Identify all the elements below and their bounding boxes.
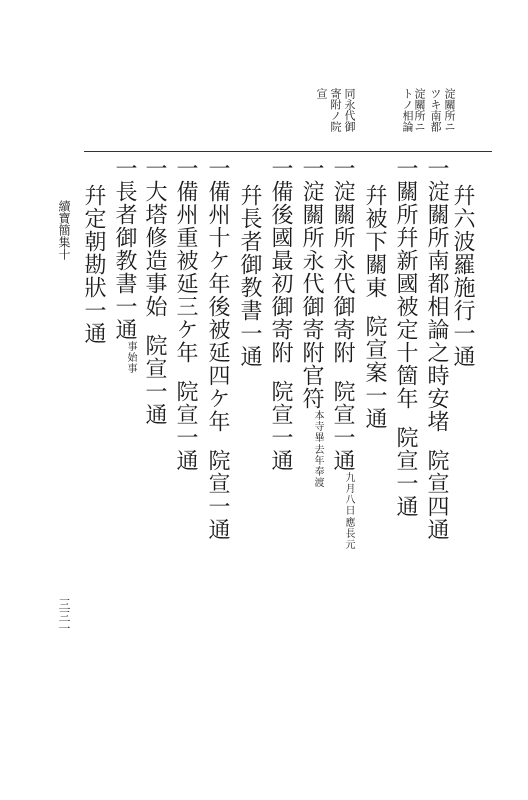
- entry-13: [82, 184, 104, 345]
- page-number: [58, 598, 70, 634]
- entry-3: [394, 157, 416, 518]
- entry-8-text: 幷長者御教書一通: [237, 184, 262, 368]
- top-note-1-line-b-col: [430, 88, 441, 132]
- entry-13-text: 幷定朝勘狀一通: [81, 184, 106, 345]
- top-note-1-line-c-col2: [402, 88, 413, 132]
- entry-5-text: 一淀關所永代御寄附: [330, 157, 355, 364]
- entry-6-note: [312, 410, 322, 488]
- entry-11-tail: 院宣一通: [142, 334, 167, 426]
- entry-5-note-a: 應長元: [343, 517, 354, 550]
- top-note-2-line-b: 寄附ノ院: [329, 88, 342, 132]
- entry-5-note-b: 九月八日: [343, 472, 354, 516]
- entry-6: [300, 157, 322, 488]
- entry-5-tail: 院宣一通: [330, 380, 355, 472]
- entry-4-tail: 院宣案一通: [362, 315, 387, 430]
- entry-12: [113, 157, 135, 374]
- entry-2-tail: 院宣四通: [424, 449, 449, 541]
- top-note-2-line-a: 同永代御: [343, 88, 356, 132]
- top-note-2-line-b-col: [330, 88, 341, 132]
- entry-12-text: 一長者御教書一通: [112, 157, 137, 341]
- top-note-1-line-a-col: [444, 88, 455, 132]
- entry-11-text: 一大塔修造事始: [142, 157, 167, 318]
- top-note-1-line-a: 淀關所ニ: [413, 88, 426, 132]
- entry-3-tail: 院宣一通: [393, 426, 418, 518]
- entry-7: [269, 157, 291, 472]
- entry-11: [143, 157, 165, 426]
- page-number-text: 三三一: [57, 598, 71, 634]
- entry-1: [451, 184, 473, 368]
- top-note-2-line-c: 宣: [315, 88, 328, 99]
- entry-5: [331, 157, 353, 550]
- entry-6-note-b: 本寺畢: [312, 410, 323, 443]
- entry-5-note: [343, 472, 353, 550]
- entry-6-note-a: 去年奉渡: [312, 444, 323, 488]
- entry-10-tail: 院宣一通: [173, 380, 198, 472]
- entry-8: [238, 184, 260, 368]
- entry-1-text: 幷六波羅施行一通: [450, 184, 475, 368]
- top-note-1-line-c: トノ相論: [401, 88, 414, 132]
- entry-9: [206, 157, 228, 541]
- entry-9-text: 一備州十ケ年後被延四ケ年: [205, 157, 230, 433]
- entry-10: [174, 157, 196, 472]
- top-note-2-line-a-col: [344, 88, 355, 132]
- entry-2-text: 一淀關所南都相論之時安堵: [424, 157, 449, 433]
- entry-6-text: 一淀關所永代御寄附官符: [299, 157, 324, 410]
- top-note-1: [414, 88, 425, 132]
- entry-7-text: 一備後國最初御寄附: [268, 157, 293, 364]
- entry-4: [363, 184, 385, 430]
- entry-12-note: [125, 341, 135, 374]
- top-note-1-line-b: ツキ南都: [429, 88, 442, 132]
- running-header-text: 續寶簡集十: [57, 200, 71, 260]
- header-rule: [84, 151, 492, 152]
- entry-4-text: 幷被下關東: [362, 184, 387, 299]
- entry-7-tail: 院宣一通: [268, 380, 293, 472]
- top-note-1-line-a-text: 淀關所ニ: [443, 88, 456, 132]
- entry-9-tail: 院宣一通: [205, 449, 230, 541]
- top-note-2-line-c-col: [316, 88, 327, 99]
- entry-10-text: 一備州重被延三ケ年: [173, 157, 198, 364]
- running-header: [58, 200, 70, 260]
- entry-2: [425, 157, 447, 541]
- entry-3-text: 一關所幷新國被定十箇年: [393, 157, 418, 410]
- entry-12-note-a: 事始事: [125, 341, 136, 374]
